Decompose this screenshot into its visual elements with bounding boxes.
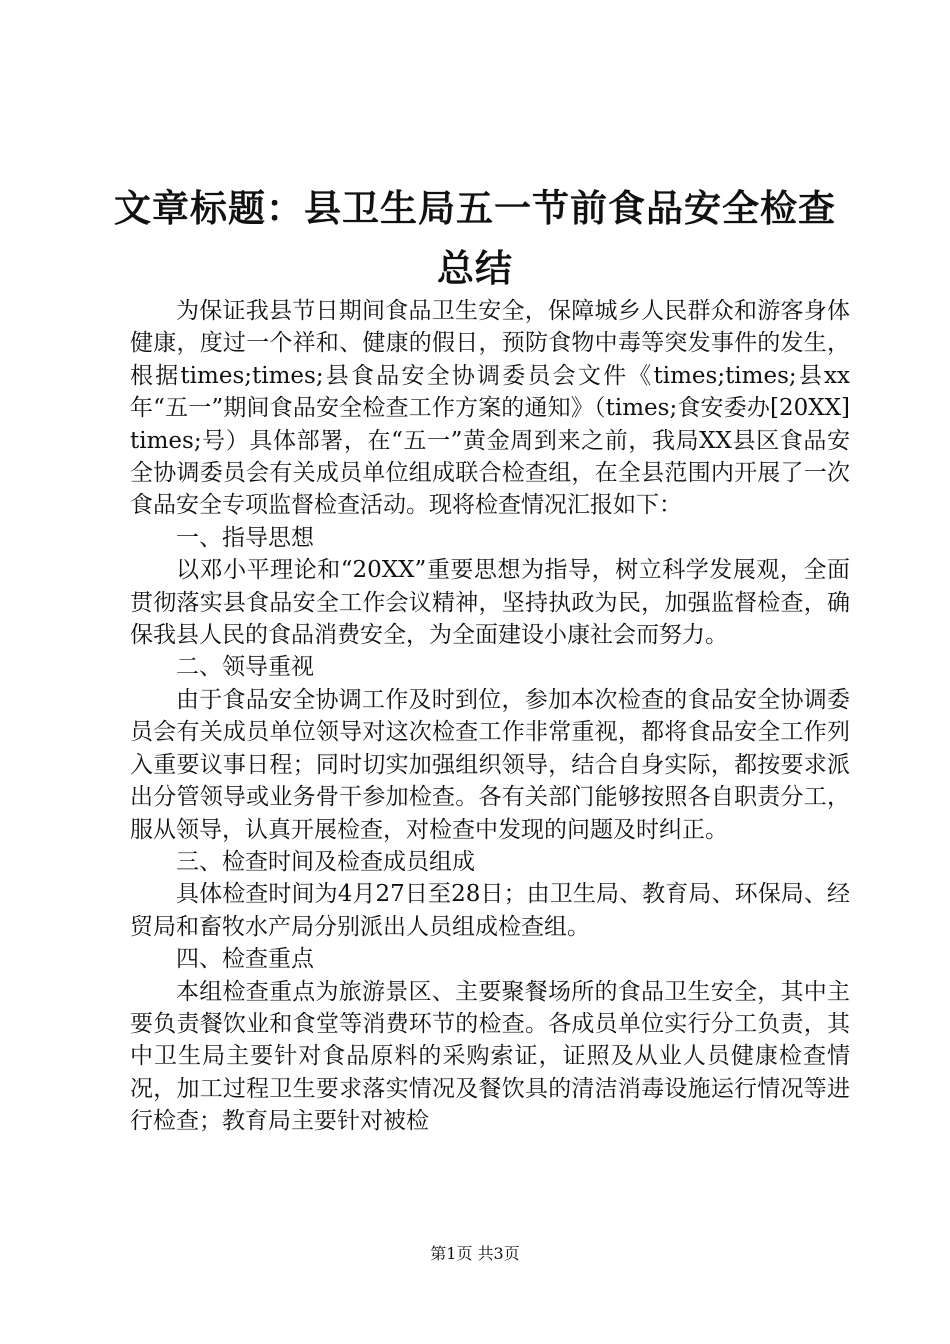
section-heading-inspection-focus: 四、检查重点 — [176, 946, 314, 973]
paragraph-leadership: 由于食品安全协调工作及时到位，参加本次检查的食品安全协调委员会有关成员单位领导对这次检查工作非常重视，都将食品安全工作列入重要议事日程；同时切实加强组织领导，结合自身实际，都按要求派出分管领导或业务骨干参加检查。各有关部门能够按照各自职责分工，服从领导，认真开展检查，对检查中发现的问题及时纠正。 — [130, 686, 850, 843]
paragraph-guiding-thought: 以邓小平理论和“20XX”重要思想为指导，树立科学发展观，全面贯彻落实县食品安全工作会议精神，坚持执政为民，加强监督检查，确保我县人民的食品消费安全，为全面建设小康社会而努力。 — [130, 557, 850, 649]
paragraph-inspection-focus: 本组检查重点为旅游景区、主要聚餐场所的食品卫生安全，其中主要负责餐饮业和食堂等消费环节的检查。各成员单位实行分工负责，其中卫生局主要针对食品原料的采购索证，证照及从业人员健康检查情况，加工过程卫生要求落实情况及餐饮具的清洁消毒设施运行情况等进行检查；教育局主要针对被检 — [130, 978, 850, 1135]
section-heading-leadership: 二、领导重视 — [176, 654, 314, 681]
section-heading-guiding-thought: 一、指导思想 — [176, 524, 314, 551]
paragraph-intro: 为保证我县节日期间食品卫生安全，保障城乡人民群众和游客身体健康，度过一个祥和、健康的假日，预防食物中毒等突发事件的发生，根据times;times;县食品安全协调委员会文件《times;times;县xx年“五一”期间食品安全检查工作方案的通知》（times;食安委办[20XX]times;号）具体部署，在“五一”黄金周到来之前，我局XX县区食品安全协调委员会有关成员单位组成联合检查组，在全县范围内开展了一次食品安全专项监督检查活动。现将检查情况汇报如下： — [130, 298, 850, 519]
page-number-footer: 第1页 共3页 — [430, 1244, 520, 1263]
paragraph-inspection-time: 具体检查时间为4月27日至28日；由卫生局、教育局、环保局、经贸局和畜牧水产局分别派出人员组成检查组。 — [130, 881, 850, 940]
document-body — [130, 295, 850, 1138]
document-title: 文章标题：县卫生局五一节前食品安全检查总结 — [114, 186, 836, 290]
section-heading-inspection-time: 三、检查时间及检查成员组成 — [176, 848, 475, 875]
